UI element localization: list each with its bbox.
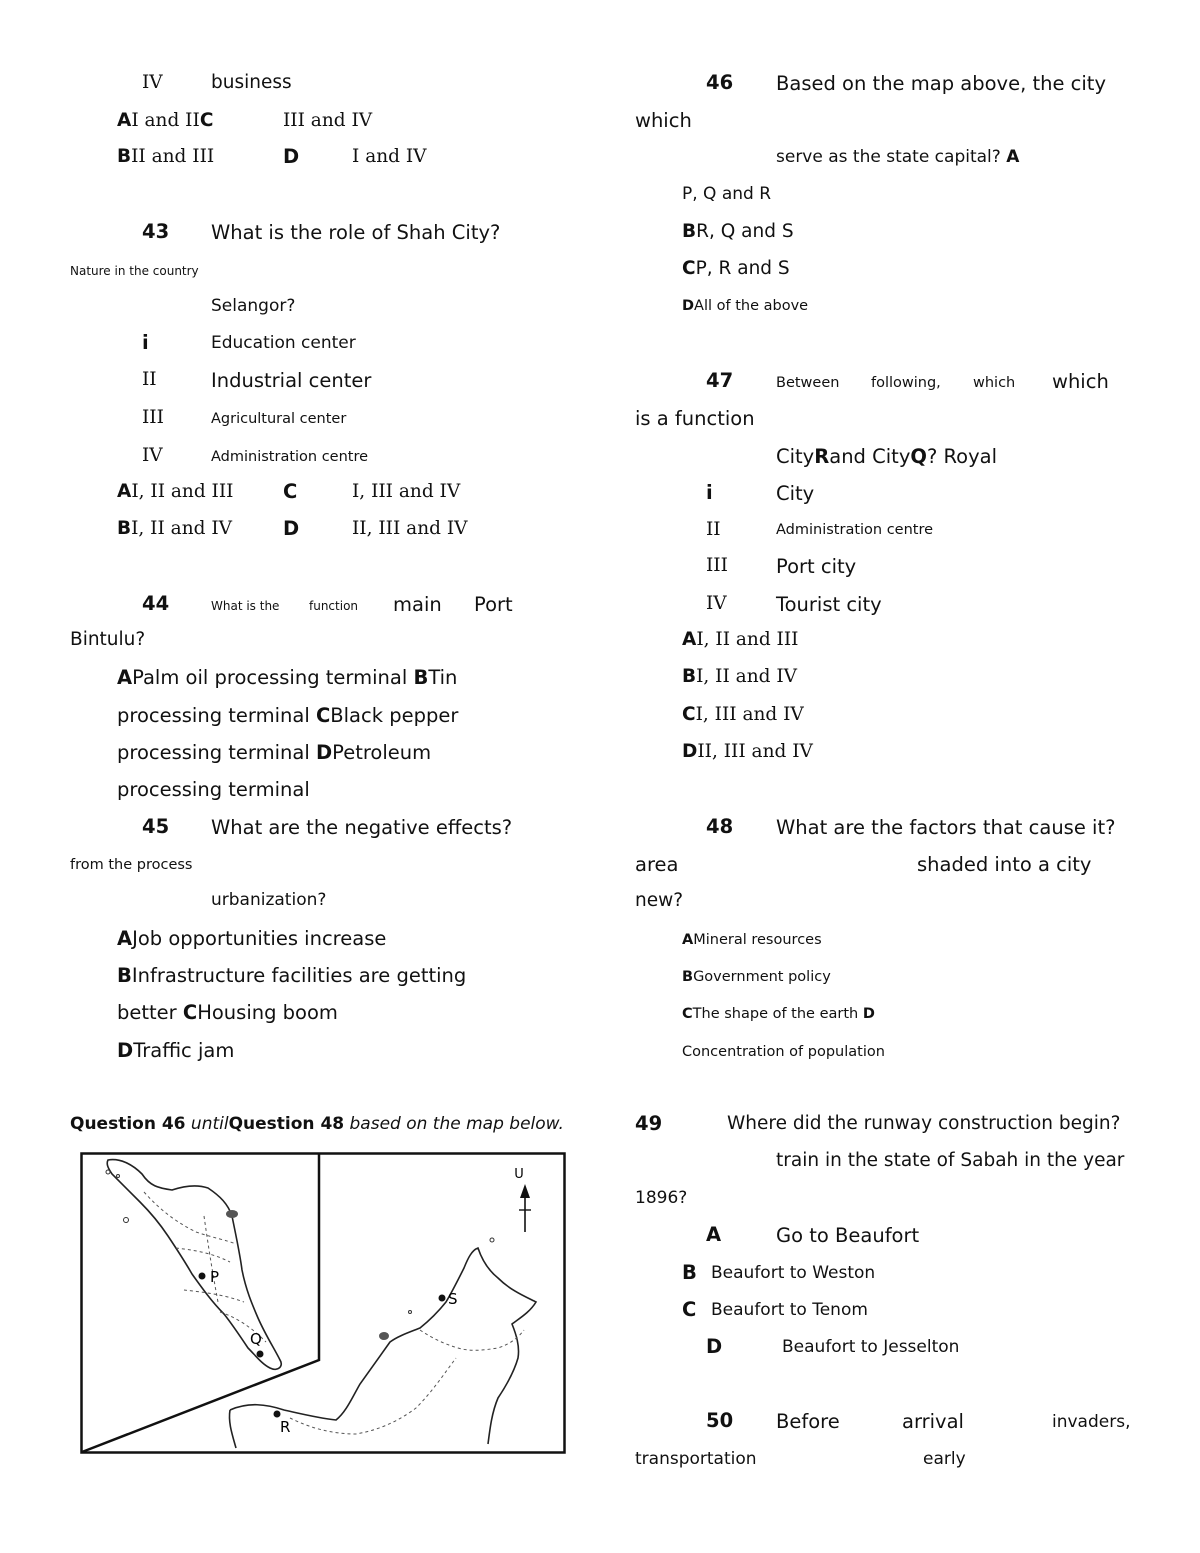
q50-number: 50 — [706, 1409, 734, 1432]
q47-line3-part: R — [814, 445, 830, 468]
option-letter: A — [117, 110, 132, 131]
option-letter: B — [117, 964, 132, 987]
q50-word: invaders, — [1052, 1412, 1131, 1432]
option-text: Tin — [428, 666, 458, 689]
town-p-dot — [199, 1273, 206, 1280]
option-text: I, III and IV — [695, 704, 804, 725]
q49-option-d-text[interactable]: Beaufort to Jesselton — [782, 1337, 960, 1357]
q46-option-c[interactable] — [682, 260, 790, 279]
q43-option-c-letter[interactable]: C — [283, 480, 298, 503]
town-q-dot — [257, 1351, 264, 1358]
q49-option-c-text[interactable]: Beaufort to Tenom — [711, 1300, 868, 1320]
q44-number: 44 — [142, 592, 170, 615]
q43-item-text: Administration centre — [211, 449, 369, 465]
q48-option-d-text[interactable]: Concentration of population — [682, 1044, 885, 1060]
q44-word: function — [309, 599, 359, 613]
q49-option-b-letter[interactable]: B — [682, 1261, 697, 1284]
q45-option-d[interactable] — [117, 1041, 234, 1061]
option-letter: B — [682, 969, 694, 985]
q48-line2-b: shaded into a city — [917, 853, 1092, 876]
option-letter: B — [117, 146, 132, 167]
option-text: Black pepper — [330, 704, 459, 727]
town-s-label: S — [448, 1290, 458, 1308]
option-letter: D — [682, 741, 698, 762]
q46-option-b[interactable] — [682, 223, 794, 242]
q43-item-text: Industrial center — [211, 369, 372, 392]
q44-options-line — [117, 668, 457, 688]
town-r-label: R — [280, 1418, 291, 1436]
q44-word: Port — [474, 593, 513, 616]
q44-word: main — [393, 593, 442, 616]
option-letter: A — [682, 629, 697, 650]
q47-line3-part: ? Royal — [926, 445, 997, 468]
option-letter: D — [117, 1039, 134, 1062]
option-letter: C — [182, 1001, 198, 1024]
option-text: Traffic jam — [133, 1039, 235, 1062]
q42-option-a[interactable] — [117, 112, 213, 131]
q48-option-a[interactable] — [682, 933, 822, 948]
option-text: Housing boom — [197, 1001, 338, 1024]
q43-option-d-letter[interactable]: D — [283, 517, 300, 540]
option-letter: C — [682, 1006, 693, 1022]
option-letter: B — [682, 221, 697, 242]
q47-item-roman: II — [706, 519, 721, 540]
q47-item-text: Port city — [776, 555, 857, 578]
q47-word: which — [973, 375, 1016, 391]
q47-item-roman: III — [706, 555, 728, 576]
option-text: Mineral resources — [693, 932, 822, 948]
q47-word: following, — [871, 375, 941, 391]
q49-option-b-text[interactable]: Beaufort to Weston — [711, 1263, 876, 1283]
q46-option-a-text[interactable]: P, Q and R — [682, 184, 772, 204]
q47-option-a[interactable] — [682, 631, 799, 650]
option-letter: A — [682, 932, 694, 948]
q46-line3 — [776, 149, 1019, 166]
q50-word: Before — [776, 1410, 840, 1433]
q43-item-roman: IV — [142, 445, 163, 466]
q43-item-roman: i — [142, 331, 149, 354]
q50-line2-a: transportation — [635, 1449, 757, 1469]
q43-option-a[interactable] — [117, 483, 234, 502]
q48-option-b[interactable] — [682, 970, 831, 985]
option-letter[interactable]: D — [315, 741, 333, 764]
option-text: I, II and IV — [131, 518, 233, 539]
q48-line3: new? — [635, 890, 684, 911]
caption-part: based on the map below. — [344, 1114, 564, 1134]
map-caption — [70, 1116, 564, 1133]
option-text: II, III and IV — [697, 741, 813, 762]
q48-line2-a: area — [635, 853, 679, 876]
q42-iv-text: business — [211, 72, 292, 93]
option-text: R, Q and S — [696, 221, 794, 242]
caption-part: Question 48 — [228, 1114, 345, 1134]
option-letter: B — [117, 518, 132, 539]
option-text: Petroleum — [332, 741, 432, 764]
q44-options-line — [117, 706, 458, 726]
town-p-label: P — [210, 1268, 220, 1286]
option-text: Job opportunities increase — [132, 927, 387, 950]
option-text: Infrastructure facilities are getting — [131, 964, 467, 987]
q43-option-b[interactable] — [117, 520, 232, 539]
q47-item-roman: i — [706, 481, 713, 504]
q49-number: 49 — [635, 1112, 663, 1135]
q43-line1: What is the role of Shah City? — [211, 221, 501, 244]
option-letter: B — [682, 666, 697, 687]
q43-item-roman: III — [142, 407, 164, 428]
q43-item-roman: II — [142, 369, 157, 390]
shaded-area-marker — [226, 1210, 238, 1218]
q47-item-text: Administration centre — [776, 522, 934, 538]
option-text: I, II and III — [131, 481, 234, 502]
q48-option-c[interactable] — [682, 1007, 875, 1022]
q42-option-c-text[interactable]: III and IV — [283, 110, 373, 131]
option-letter: C — [682, 704, 696, 725]
q49-line1: Where did the runway construction begin? — [727, 1113, 1121, 1134]
option-letter[interactable]: C — [315, 704, 331, 727]
q42-roman-iv: IV — [142, 72, 163, 93]
q42-option-d-text[interactable]: I and IV — [352, 146, 427, 167]
q47-item-text: Tourist city — [776, 593, 882, 616]
option-text: I, II and IV — [696, 666, 798, 687]
map-svg — [80, 1152, 566, 1454]
q43-option-c-text[interactable]: I, III and IV — [352, 481, 461, 502]
q49-option-a-text[interactable]: Go to Beaufort — [776, 1224, 920, 1247]
q47-option-b[interactable] — [682, 668, 797, 687]
q45-line1: What are the negative effects? — [211, 816, 513, 839]
q47-line3-part: Q — [910, 445, 927, 468]
q44-options-line: processing terminal — [117, 778, 310, 801]
caption-part: until — [185, 1114, 229, 1134]
q43-line2: Nature in the country — [70, 264, 199, 278]
option-text: II and III — [131, 146, 215, 167]
option-text: processing terminal — [117, 704, 316, 727]
q47-item-text: City — [776, 482, 815, 505]
q46-line3-text: serve as the state capital? — [776, 147, 1007, 167]
option-letter: D — [682, 298, 695, 314]
q47-option-d[interactable] — [682, 743, 813, 762]
q44-options-line — [117, 743, 431, 763]
q44-line2: Bintulu? — [70, 629, 146, 650]
option-letter: A — [117, 481, 132, 502]
option-letter: C — [682, 258, 696, 279]
option-text: processing terminal — [117, 741, 316, 764]
option-text: Palm oil processing terminal — [132, 666, 414, 689]
q47-line2: is a function — [635, 407, 755, 430]
map-frame — [82, 1154, 565, 1453]
q50-line2-b: early — [923, 1449, 966, 1469]
option-text: The shape of the earth — [692, 1006, 863, 1022]
q45-option-b[interactable] — [117, 966, 466, 986]
option-text: better — [117, 1001, 183, 1024]
malaysia-map — [80, 1152, 566, 1454]
q47-line3 — [776, 447, 997, 467]
option-letter: C — [199, 110, 214, 131]
q43-item-text: Education center — [211, 333, 356, 353]
q43-option-d-text[interactable]: II, III and IV — [352, 518, 468, 539]
q42-option-d-letter[interactable]: D — [283, 145, 300, 168]
option-letter: A — [117, 927, 133, 950]
shaded-area-marker — [379, 1332, 389, 1340]
q45-option-c[interactable] — [117, 1003, 338, 1023]
q47-number: 47 — [706, 369, 734, 392]
q47-line3-part: and City — [829, 445, 911, 468]
caption-part: Question 46 — [70, 1114, 186, 1134]
q47-word: Between — [776, 375, 840, 391]
option-letter[interactable]: B — [413, 666, 429, 689]
q47-item-roman: IV — [706, 593, 727, 614]
q43-line3: Selangor? — [211, 296, 296, 316]
q43-item-text: Agricultural center — [211, 411, 347, 427]
q45-option-a[interactable] — [117, 929, 386, 949]
town-q-label: Q — [250, 1330, 262, 1348]
q49-option-a-letter[interactable]: A — [706, 1223, 722, 1246]
q48-line1: What are the factors that cause it? — [776, 816, 1116, 839]
q45-number: 45 — [142, 815, 170, 838]
option-text: P, R and S — [695, 258, 790, 279]
option-letter[interactable]: A — [117, 666, 133, 689]
north-label: U — [514, 1167, 524, 1182]
q44-word: What is the — [211, 599, 280, 613]
q47-line3-part: City — [776, 445, 815, 468]
q42-option-b[interactable] — [117, 148, 214, 167]
q47-option-c[interactable] — [682, 706, 804, 725]
town-s-dot — [439, 1295, 446, 1302]
q49-option-c-letter[interactable]: C — [682, 1298, 697, 1321]
option-text: All of the above — [694, 298, 809, 314]
q47-word: which — [1052, 370, 1109, 393]
option-text: I, II and III — [696, 629, 799, 650]
option-text: I and II — [131, 110, 200, 131]
q49-line2: train in the state of Sabah in the year — [776, 1150, 1125, 1171]
q46-option-d[interactable] — [682, 299, 808, 314]
q48-number: 48 — [706, 815, 734, 838]
option-text: Government policy — [693, 969, 831, 985]
option-letter[interactable]: A — [1006, 147, 1020, 167]
q50-word: arrival — [902, 1410, 964, 1433]
town-r-dot — [274, 1411, 281, 1418]
q45-line3: urbanization? — [211, 890, 327, 910]
option-letter: D — [862, 1006, 875, 1022]
q46-line2: which — [635, 109, 692, 132]
q46-number: 46 — [706, 71, 734, 94]
q49-option-d-letter[interactable]: D — [706, 1335, 723, 1358]
q46-line1: Based on the map above, the city — [776, 72, 1106, 95]
q45-line2: from the process — [70, 857, 193, 873]
q49-line3: 1896? — [635, 1188, 688, 1208]
q43-number: 43 — [142, 220, 170, 243]
